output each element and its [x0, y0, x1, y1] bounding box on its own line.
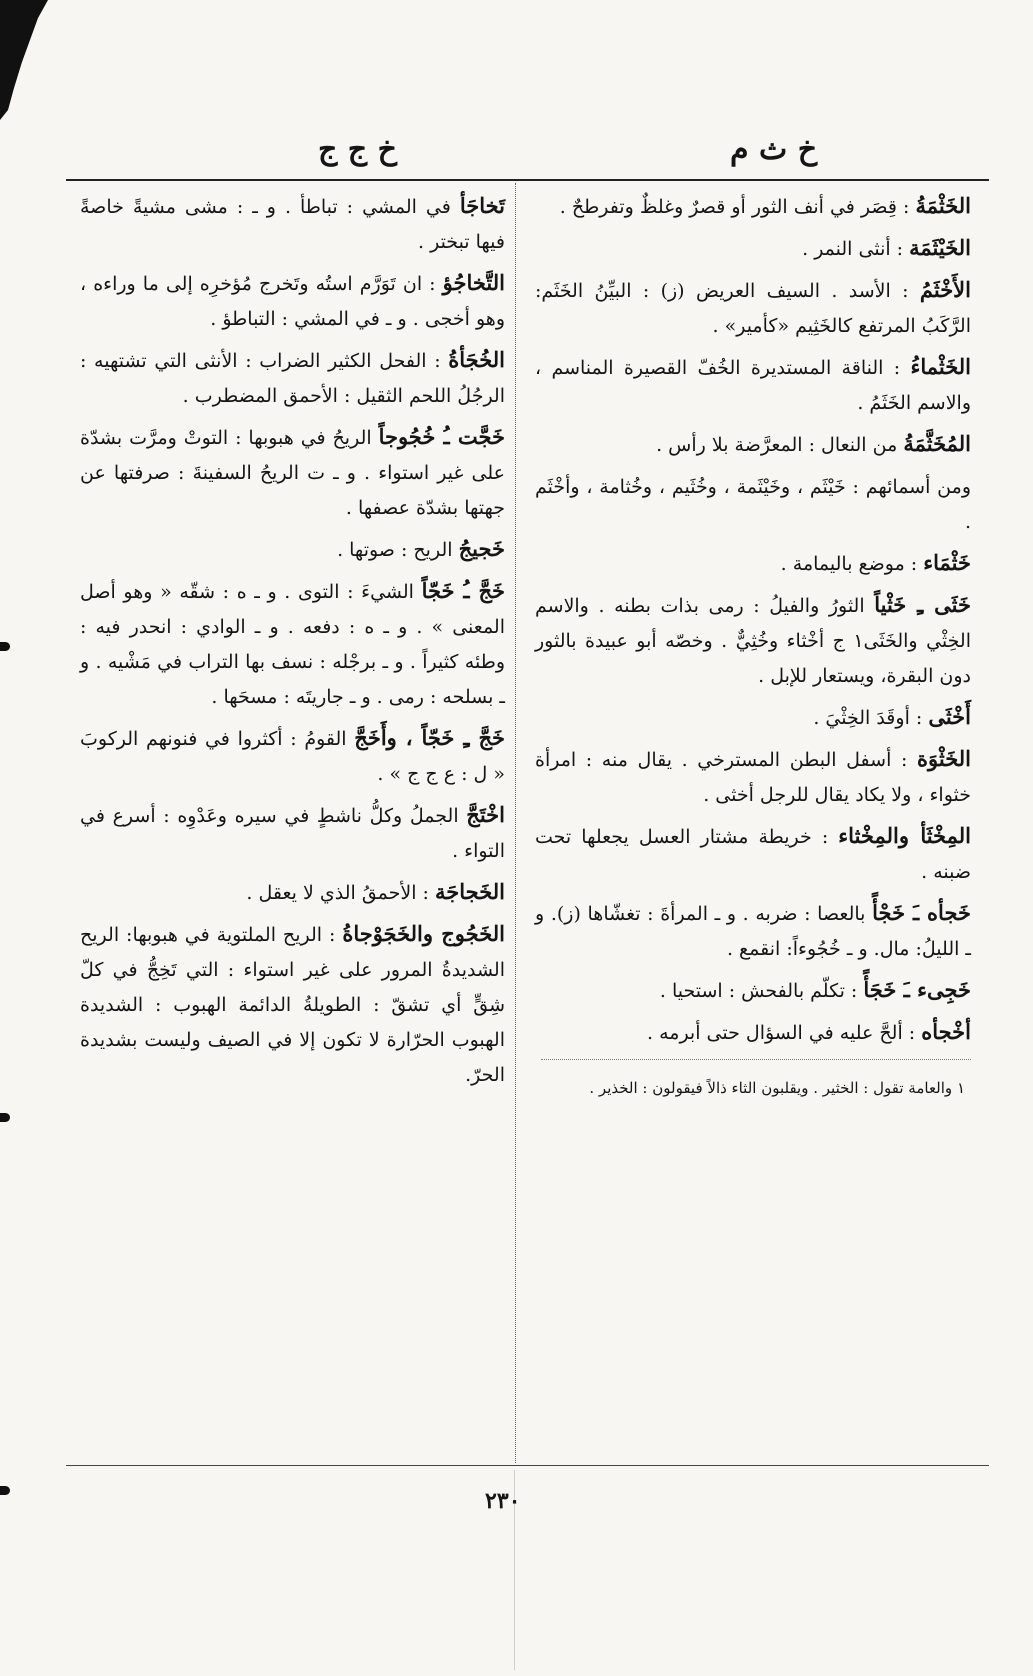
root-heading-right: خ ث م — [730, 132, 818, 167]
dictionary-entry — [535, 741, 971, 813]
entry-definition: من النعال : المعرَّضة بلا رأس . — [656, 434, 898, 456]
entry-definition: : قِصَر في أنف الثور أو قصرٌ وغلظٌ وتفرطحٌ . — [559, 196, 910, 218]
right-column — [535, 188, 971, 1117]
entry-headword: خَجِىء ـَ خَجَأً — [863, 977, 971, 1002]
dictionary-entry — [80, 874, 505, 911]
entry-headword: خَجيجُ — [458, 536, 505, 561]
entry-definition: : الأسد . السيف العريض (ز) : البيِّنُ الخَثَم: الرَّكَبُ المرتفع كالخَثِيم «كأمير» . — [535, 280, 971, 337]
dictionary-entry — [535, 972, 971, 1009]
punch-hole-1 — [0, 642, 10, 651]
entry-headword: الخَثْماءُ — [910, 354, 971, 379]
entry-headword: المُخَثَّمَةُ — [903, 431, 971, 456]
entry-headword: الخَثْمَةُ — [915, 193, 971, 218]
entry-definition: الجملُ وكلُّ ناشطٍ في سيره وعَدْوِه : أسرع في التواء . — [80, 805, 505, 862]
page-header — [40, 132, 1000, 172]
entry-headword: خَجأه ـَ خَجْأً — [872, 900, 971, 925]
entry-definition: الريح : صوتها . — [337, 539, 453, 561]
entry-definition: : الفحل الكثير الضراب : الأنثى التي تشتهيه : الرجُلُ اللحم الثقيل : الأحمق المضطرب . — [80, 350, 505, 407]
dictionary-entry — [535, 699, 971, 736]
entry-headword: تَخاجَأ — [459, 193, 505, 218]
entry-definition: : الأحمقُ الذي لا يعقل . — [246, 882, 429, 904]
dictionary-entry — [535, 468, 971, 540]
entry-headword: اخْتَجَّ — [466, 802, 505, 827]
entry-headword: الخَثْوَة — [917, 746, 971, 771]
entry-headword: الخُجَأةُ — [448, 347, 505, 372]
dictionary-entry — [535, 188, 971, 225]
dictionary-entry — [80, 916, 505, 1093]
entry-definition: : الريح الملتوية في هبوبها: الريح الشديدةُ المرور على غير استواء : التي تَخِجُّ في كلّ شِقٍّ أي تشقّ : الطويلةُ الدائمة الهبوب : الشديدة الهبوب الحرّارة لا تكون إلا في الصيف وليست بشديدة الحرّ. — [80, 924, 505, 1086]
dictionary-entry — [80, 720, 505, 792]
dictionary-entry — [80, 797, 505, 869]
entry-definition: في المشي : تباطأ . و ـ : مشى مشيةً خاصةً فيها تبختر . — [80, 196, 505, 253]
entry-headword: خَجَّ ـِ خَجّاً ، وأَخَجَّ — [354, 725, 505, 750]
entry-definition: : ألحَّ عليه في السؤال حتى أبرمه . — [647, 1022, 916, 1044]
footer-rule — [66, 1465, 989, 1466]
dictionary-entry — [535, 426, 971, 463]
entry-headword: التَّخاجُؤ — [442, 270, 505, 295]
dictionary-entry — [535, 230, 971, 267]
entry-definition: القومُ : أكثروا في فنونهم الركوبَ « ل : ع ج ج » . — [80, 728, 505, 785]
dictionary-entry — [535, 818, 971, 890]
dictionary-entry — [535, 895, 971, 967]
entry-headword: خَجَّت ـُ خُجُوجاً — [378, 424, 505, 449]
entry-definition: : خريطة مشتار العسل يجعلها تحت ضبنه . — [535, 826, 971, 883]
entry-headword: الخَجُوج والخَجَوْجاةُ — [342, 921, 505, 946]
dictionary-entry — [80, 265, 505, 337]
entry-headword: الخَجاجَة — [435, 879, 505, 904]
dictionary-entry — [80, 531, 505, 568]
dictionary-entry — [80, 188, 505, 260]
entry-headword: خَجَّ ـُ خَجّاً — [421, 578, 506, 603]
header-rule — [66, 179, 989, 181]
entry-definition: : الناقة المستديرة الخُفّ القصيرة المناسم ، والاسم الخَثَمُ . — [535, 357, 971, 414]
dictionary-entry — [80, 573, 505, 715]
dictionary-entry — [535, 1014, 971, 1051]
entry-headword: أَخْثَى — [928, 704, 971, 729]
entry-headword: المِخْثَأ والمِخْثاء — [838, 823, 971, 848]
entry-definition: بالعصا : ضربه . و ـ المرأةَ : تغشّاها (ز). و ـ الليلُ: مال. و ـ خُجُوءاً: انقمع . — [535, 903, 971, 960]
left-column — [80, 188, 505, 1098]
punch-hole-3 — [0, 1486, 10, 1495]
footnote: ١ والعامة تقول : الخثير . ويقلبون الثاء ذالاً فيقولون : الخذير . — [589, 1079, 965, 1097]
dictionary-entry — [80, 342, 505, 414]
page-number: ٢٣٠ — [485, 1488, 521, 1514]
entry-definition: : أوقَدَ الخِثْيَ . — [813, 707, 923, 729]
dictionary-entry — [535, 587, 971, 694]
root-heading-left: خ ج ج — [318, 132, 397, 167]
entry-headword: الأَخْثَمُ — [919, 277, 971, 302]
entry-definition: الريحُ في هبوبها : التوتْ ومرَّت بشدّة على غير استواء . و ـ ت الريحُ السفينةَ : صرفتها عن جهتها بشدّة عصفها . — [80, 427, 505, 519]
torn-page-corner — [0, 0, 60, 120]
entry-definition: : ان تَوَرَّم استُه وتَخرج مُؤخرِه إلى ما وراءه ، وهو أخجى . و ـ في المشي : التباطؤ . — [80, 273, 505, 330]
dictionary-entry — [535, 349, 971, 421]
dictionary-entry — [535, 272, 971, 344]
entry-definition: : تكلّم بالفحش : استحيا . — [659, 980, 858, 1002]
punch-hole-2 — [0, 1113, 10, 1122]
dictionary-entry — [80, 419, 505, 526]
entry-definition: : موضع باليمامة . — [780, 553, 918, 575]
entry-definition: : أسفل البطن المسترخي . يقال منه : امرأة خثواء ، ولا يكاد يقال للرجل أخثى . — [535, 749, 971, 806]
dictionary-entry — [535, 545, 971, 582]
column-divider — [515, 183, 516, 1463]
entry-definition: الثورُ والفيلُ : رمى بذات بطنه . والاسم الخِثْي والخَثَى١ ج أخْثاء وخُثِيٌّ . وخصّه أبو عبيدة بالثور دون البقرة، ويستعار للإبل . — [535, 595, 971, 687]
entry-headword: خَثْمَاء — [923, 550, 971, 575]
entry-headword: خَثَى ـِ خَثْياً — [874, 592, 971, 617]
footnote-rule — [541, 1059, 971, 1060]
entry-headword: الخَيْثَمَة — [909, 235, 971, 260]
entry-definition: الشيءَ : التوى . و ـ ه : شقّه « وهو أصل المعنى » . و ـ ه : دفعه . و ـ الوادي : انحدر فيه : وطئه كثيراً . و ـ برجْله : نسف بها التراب في مَشْيه . و ـ بسلحه : رمى . و ـ جاريتَه : مسحَها . — [80, 581, 505, 708]
entry-headword: أخْجأه — [921, 1019, 971, 1044]
entry-definition: : أنثى النمر . — [802, 238, 904, 260]
entry-definition: ومن أسمائهم : خَيْثَم ، وخَيْثَمة ، وخُثَيم ، وخُثامة ، وأخْثَم . — [535, 476, 971, 533]
